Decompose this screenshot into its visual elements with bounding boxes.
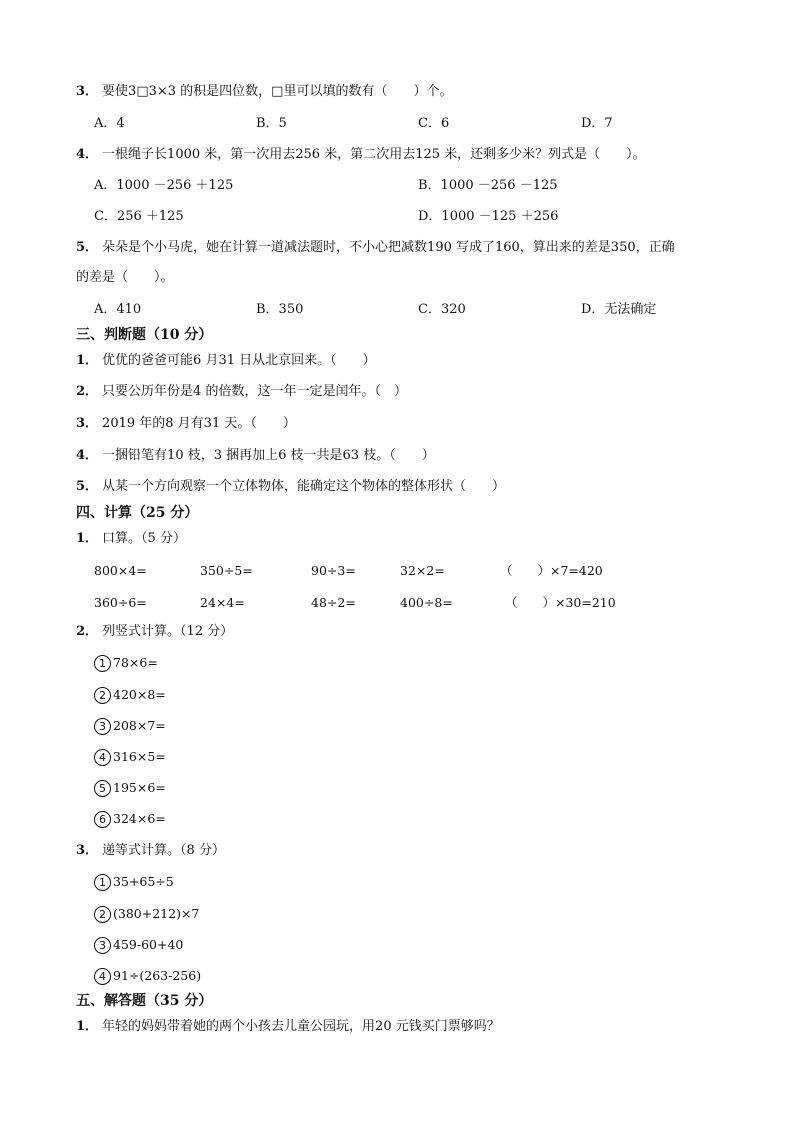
question-text: 朵朵是个小马虎，她在计算一道减法题时，不小心把减数190 写成了160，算出来的差是350，正确 [102,240,675,255]
question-number: 2． [76,624,99,639]
circled-number-2: 2 [94,906,111,923]
oral-calc: （ ）×7=420 [500,563,603,578]
word-problem-1 [76,1017,500,1037]
judgement-item-3 [76,414,296,434]
option-c: C．6 [418,116,450,131]
option-c: C．320 [418,302,466,317]
oral-calc: 360÷6= [94,595,147,610]
item-number: 5． [76,479,99,494]
circled-number-6: 6 [94,811,111,828]
step-calc-item [94,966,201,986]
circled-number-1: 1 [94,874,111,891]
judgement-item-5 [76,477,505,497]
judgement-item-1 [76,351,376,371]
question-5 [76,238,675,258]
expression: 420×8= [113,687,166,702]
question-text: 列竖式计算。（12 分） [102,624,234,639]
section-title-judgement: 三、判断题（10 分） [76,327,213,343]
question-text: 递等式计算。（8 分） [102,843,225,858]
oral-calc: 400÷8= [400,595,453,610]
item-number: 2． [76,384,99,399]
question-text: 一根绳子长1000 米，第一次用去256 米，第二次用去125 米，还剩多少米？列式是（ ）。 [102,147,646,162]
question-number: 3． [76,843,99,858]
oral-calc: （ ）×30=210 [505,595,616,610]
question-text: 要使3□3×3 的积是四位数，□里可以填的数有（ ）个。 [102,84,453,99]
vertical-calc-item [94,747,166,767]
question-5-continued: 的差是（ ）。 [76,270,174,285]
question-number: 1． [76,1019,99,1034]
expression: 78×6= [113,655,158,670]
section-title-word-problems: 五、解答题（35 分） [76,993,213,1009]
vertical-calc-item [94,809,166,829]
calc-question-1 [76,529,186,549]
vertical-calc-item [94,685,166,705]
oral-calc: 48÷2= [311,595,356,610]
question-number: 4． [76,147,99,162]
question-text: 年轻的妈妈带着她的两个小孩去儿童公园玩，用20 元钱买门票够吗？ [102,1019,500,1034]
item-text: 只要公历年份是4 的倍数，这一年一定是闰年。（ ） [102,384,407,399]
judgement-item-4 [76,446,435,466]
expression: 316×5= [113,749,166,764]
item-text: 一捆铅笔有10 枝，3 捆再加上6 枝一共是63 枝。（ ） [102,448,435,463]
expression: 324×6= [113,811,166,826]
item-text: 从某一个方向观察一个立体物体，能确定这个物体的整体形状（ ） [102,479,506,494]
expression: (380+212)×7 [113,906,200,921]
calc-question-3 [76,841,225,861]
circled-number-5: 5 [94,780,111,797]
step-calc-item [94,872,174,892]
step-calc-item [94,935,183,955]
oral-calc: 90÷3= [311,563,356,578]
item-number: 3． [76,416,99,431]
option-b: B．5 [256,116,287,131]
option-a: A．4 [94,116,125,131]
option-d: D．无法确定 [581,302,657,317]
item-text: 2019 年的8 月有31 天。（ ） [102,416,296,431]
oral-calc: 350÷5= [200,563,253,578]
vertical-calc-item [94,653,158,673]
circled-number-4: 4 [94,749,111,766]
question-number: 1． [76,531,99,546]
option-c: C．256 ＋125 [94,209,184,224]
oral-calc: 32×2= [400,563,445,578]
item-number: 4． [76,448,99,463]
circled-number-3: 3 [94,937,111,954]
step-calc-item [94,904,199,924]
question-number: 5． [76,240,99,255]
oral-calc: 24×4= [200,595,245,610]
expression: 459-60+40 [113,937,184,952]
item-text: 优优的爸爸可能6 月31 日从北京回来。（ ） [102,353,376,368]
option-b: B．1000 －256 －125 [418,178,558,193]
question-4 [76,145,646,165]
question-3 [76,82,452,102]
judgement-item-2 [76,382,407,402]
section-title-calculation: 四、计算（25 分） [76,505,199,521]
circled-number-2: 2 [94,687,111,704]
question-text: 口算。（5 分） [102,531,186,546]
option-d: D．7 [581,116,613,131]
option-b: B．350 [256,302,304,317]
expression: 195×6= [113,780,166,795]
circled-number-3: 3 [94,718,111,735]
calc-question-2 [76,622,233,642]
item-number: 1． [76,353,99,368]
expression: 35+65÷5 [113,874,174,889]
option-a: A．1000 －256 ＋125 [94,178,234,193]
question-number: 3． [76,84,99,99]
circled-number-1: 1 [94,655,111,672]
expression: 208×7= [113,718,166,733]
option-a: A．410 [94,302,142,317]
oral-calc: 800×4= [94,563,147,578]
vertical-calc-item [94,778,166,798]
circled-number-4: 4 [94,968,111,985]
vertical-calc-item [94,716,166,736]
expression: 91÷(263-256) [113,968,202,983]
option-d: D．1000 －125 ＋256 [418,209,559,224]
